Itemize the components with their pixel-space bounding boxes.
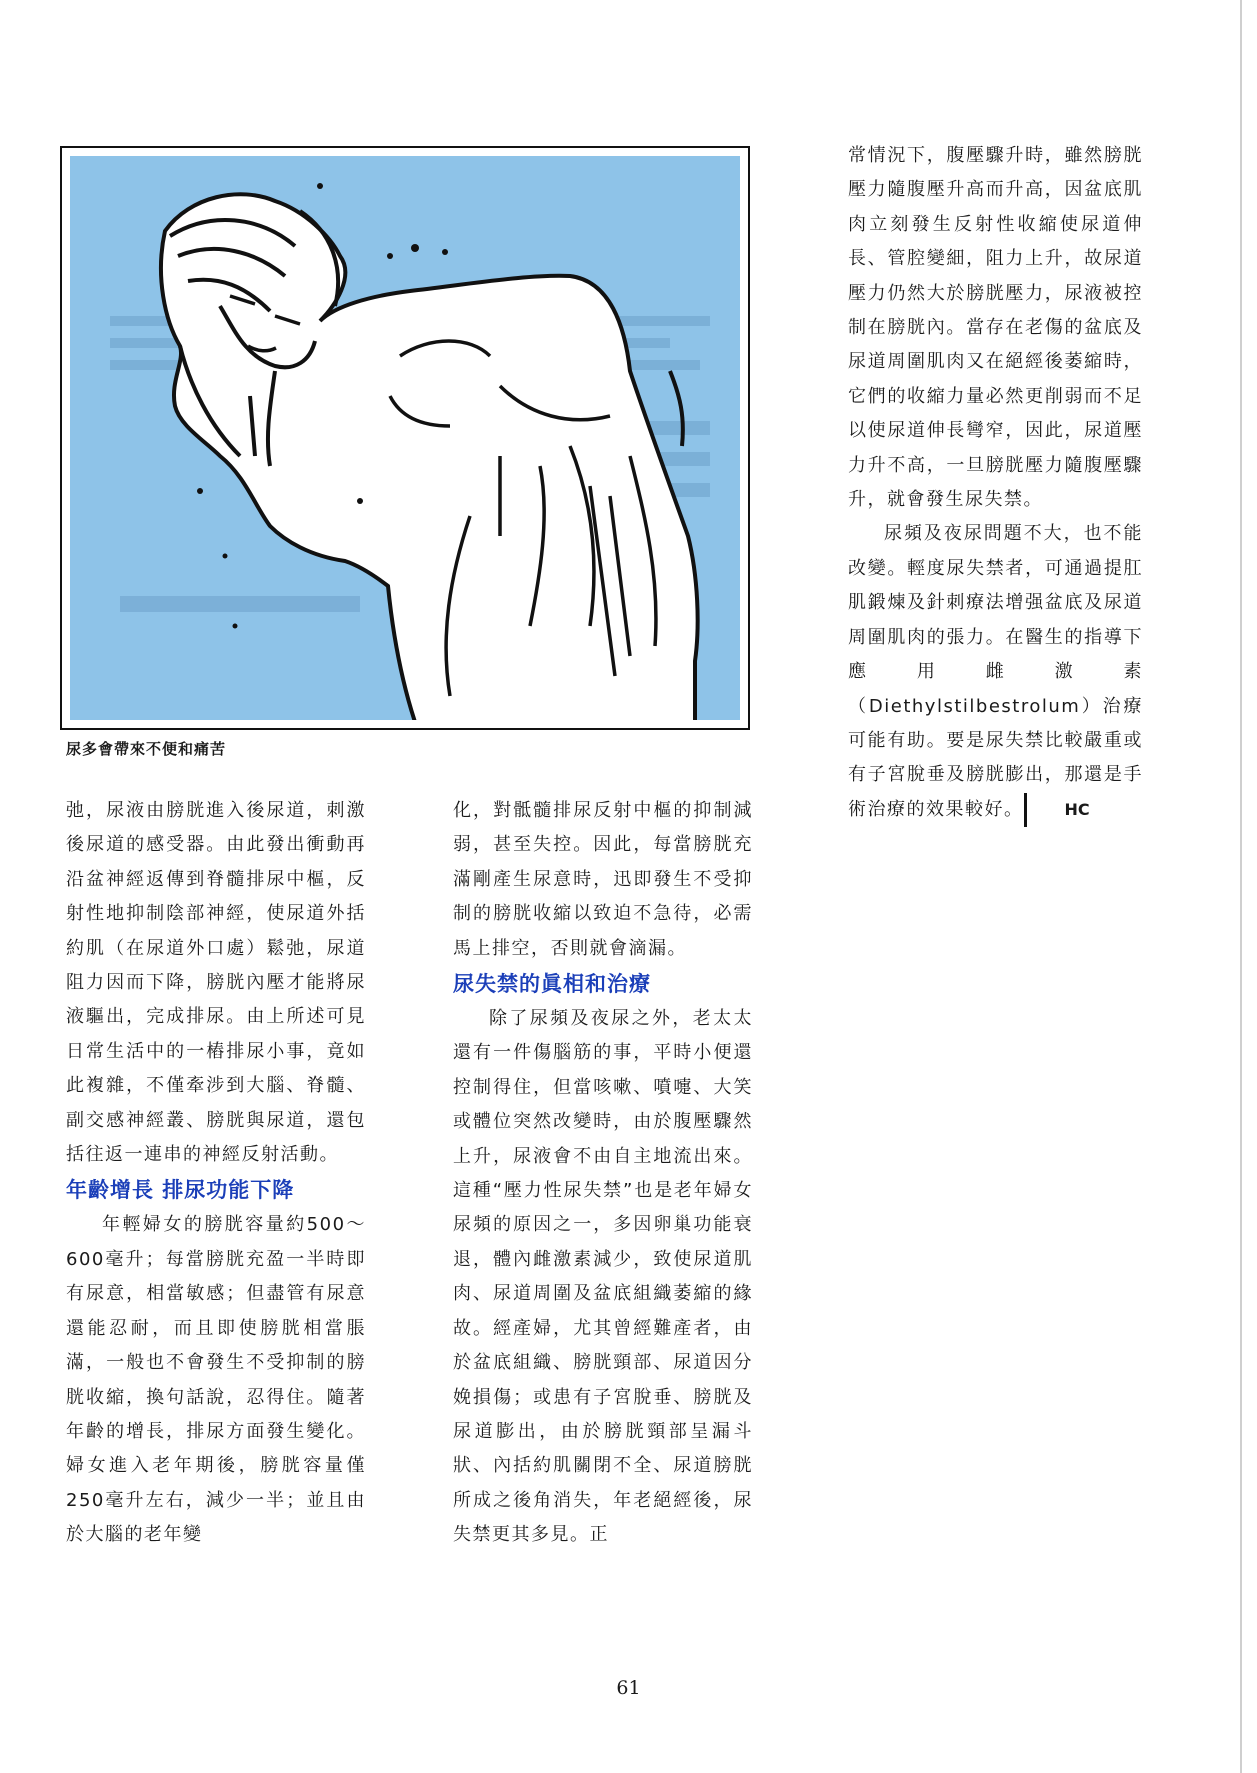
figure-caption: 尿多會帶來不便和痛苦 [66, 740, 227, 758]
text-column-middle [453, 794, 753, 1553]
illustration-frame [60, 146, 750, 730]
section-heading: 尿失禁的眞相和治療 [453, 972, 651, 997]
woman-in-distress-line-drawing [70, 156, 740, 720]
paragraph-text: 尿頻及夜尿問題不大，也不能改變。輕度尿失禁者，可通過提肛肌鍛煉及針刺療法增强盆底及尿道周圍肌肉的張力。在醫生的指導下應用雌激素（Diethylstilbestrolum）治療可能有助。要是尿失禁比較嚴重或有子宮脫垂及膀胱膨出，那還是手術治療的效果較好。 [848, 523, 1143, 820]
paragraph: 弛，尿液由膀胱進入後尿道，刺激後尿道的感受器。由此發出衝動再沿盆神經返傳到脊髓排尿中樞，反射性地抑制陰部神經，使尿道外括約肌（在尿道外口處）鬆弛，尿道阻力因而下降，膀胱內壓才能將尿液驅出，完成排尿。由上所述可見日常生活中的一樁排尿小事，竟如此複雜，不僅牽涉到大腦、脊髓、副交感神經叢、膀胱與尿道，還包括往返一連串的神經反射活動。 [66, 800, 366, 1166]
section-heading: 年齡增長 排尿功能下降 [66, 1178, 295, 1203]
paragraph [848, 517, 1143, 827]
text-column-right [848, 139, 1143, 827]
scan-edge [1240, 0, 1242, 1773]
paragraph: 除了尿頻及夜尿之外，老太太還有一件傷腦筋的事，平時小便還控制得住，但當咳嗽、噴嚏、大笑或體位突然改變時，由於腹壓驟然上升，尿液會不由自主地流出來。這種“壓力性尿失禁”也是老年婦女尿頻的原因之一，多因卵巢功能衰退，體內雌激素減少，致使尿道肌肉、尿道周圍及盆底組織萎縮的緣故。經產婦，尤其曾經難產者，由於盆底組織、膀胱頸部、尿道因分娩損傷；或患有子宮脫垂、膀胱及尿道膨出，由於膀胱頸部呈漏斗狀、內括約肌關閉不全、尿道膀胱所成之後角消失，年老絕經後，尿失禁更其多見。正 [453, 1008, 753, 1546]
text-column-left [66, 794, 366, 1553]
end-mark-logo: HC [1024, 793, 1090, 827]
paragraph: 常情況下，腹壓驟升時，雖然膀胱壓力隨腹壓升高而升高，因盆底肌肉立刻發生反射性收縮使尿道伸長、管腔變細，阻力上升，故尿道壓力仍然大於膀胱壓力，尿液被控制在膀胱內。當存在老傷的盆底及尿道周圍肌肉又在絕經後萎縮時，它們的收縮力量必然更削弱而不足以使尿道伸長彎窄，因此，尿道壓力升不高，一旦膀胱壓力隨腹壓驟升，就會發生尿失禁。 [848, 145, 1143, 511]
paragraph: 年輕婦女的膀胱容量約500～600毫升；每當膀胱充盈一半時即有尿意，相當敏感；但盡管有尿意還能忍耐，而且即使膀胱相當脹滿，一般也不會發生不受抑制的膀胱收縮，換句話說，忍得住。隨著年齡的增長，排尿方面發生變化。婦女進入老年期後，膀胱容量僅250毫升左右，減少一半；並且由於大腦的老年變 [66, 1214, 366, 1546]
page-number: 61 [616, 1677, 641, 1699]
illustration-background [70, 156, 740, 720]
paragraph: 化，對骶髓排尿反射中樞的抑制減弱，甚至失控。因此，每當膀胱充滿剛產生尿意時，迅即發生不受抑制的膀胱收縮以致迫不急待，必需馬上排空，否則就會滴漏。 [453, 800, 753, 959]
